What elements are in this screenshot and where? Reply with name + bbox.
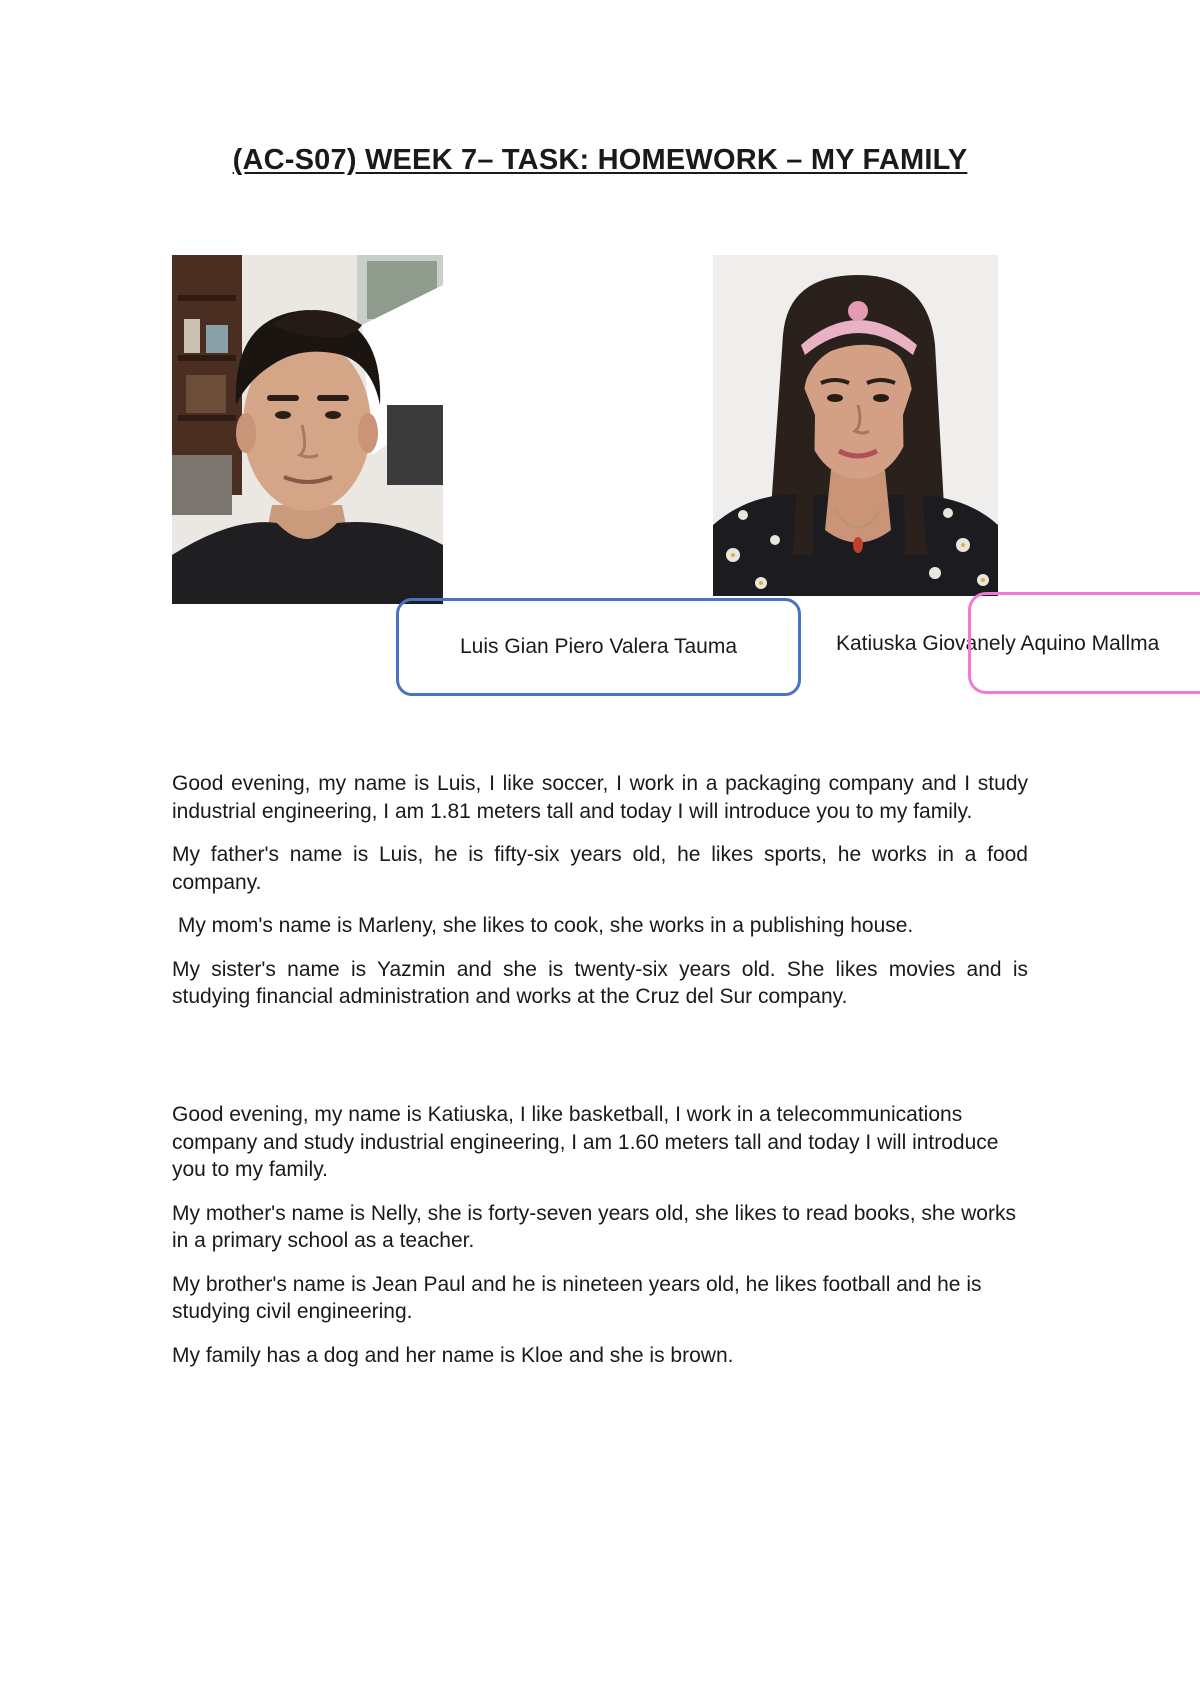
name-label-katiuska: Katiuska Giovanely Aquino Mallma <box>836 632 1160 655</box>
paragraph-luis-mother: My mom's name is Marleny, she likes to cook, she works in a publishing house. <box>172 914 914 937</box>
paragraph-luis-sister: My sister's name is Yazmin and she is twenty-six years old. She likes movies and is studying financial administration and works at the Cruz del Sur company. <box>172 957 1028 1008</box>
portrait-katiuska-graphic <box>713 255 998 596</box>
document-title: (AC-S07) WEEK 7– TASK: HOMEWORK – MY FAMILY <box>232 144 968 176</box>
paragraph-luis-intro: Good evening, my name is Luis, I like soccer, I work in a packaging company and I study industrial engineering, I am 1.81 meters tall and today I will introduce you to my family. <box>172 772 1028 823</box>
name-box-katiuska <box>968 592 1200 694</box>
paragraph-katiuska-dog: My family has a dog and her name is Kloe and she is brown. <box>172 1343 734 1367</box>
section-katiuska <box>172 1101 1028 1385</box>
name-box-luis <box>396 598 801 696</box>
portrait-luis-graphic <box>172 255 443 604</box>
paragraph-katiuska-mother: My mother's name is Nelly, she is forty-seven years old, she likes to read books, she works in a primary school as a teacher. <box>172 1201 1016 1252</box>
section-luis <box>172 770 1028 1027</box>
paragraph-katiuska-brother: My brother's name is Jean Paul and he is nineteen years old, he likes football and he is studying civil engineering. <box>172 1272 982 1323</box>
paragraph-katiuska-intro: Good evening, my name is Katiuska, I like basketball, I work in a telecommunications company and study industrial engineering, I am 1.60 meters tall and today I will introduce you to my family. <box>172 1103 999 1181</box>
photo-of-katiuska <box>713 255 998 596</box>
paragraph-luis-father: My father's name is Luis, he is fifty-six years old, he likes sports, he works in a food company. <box>172 843 1028 894</box>
name-label-luis: Luis Gian Piero Valera Tauma <box>459 635 738 658</box>
photo-of-luis <box>172 255 443 604</box>
